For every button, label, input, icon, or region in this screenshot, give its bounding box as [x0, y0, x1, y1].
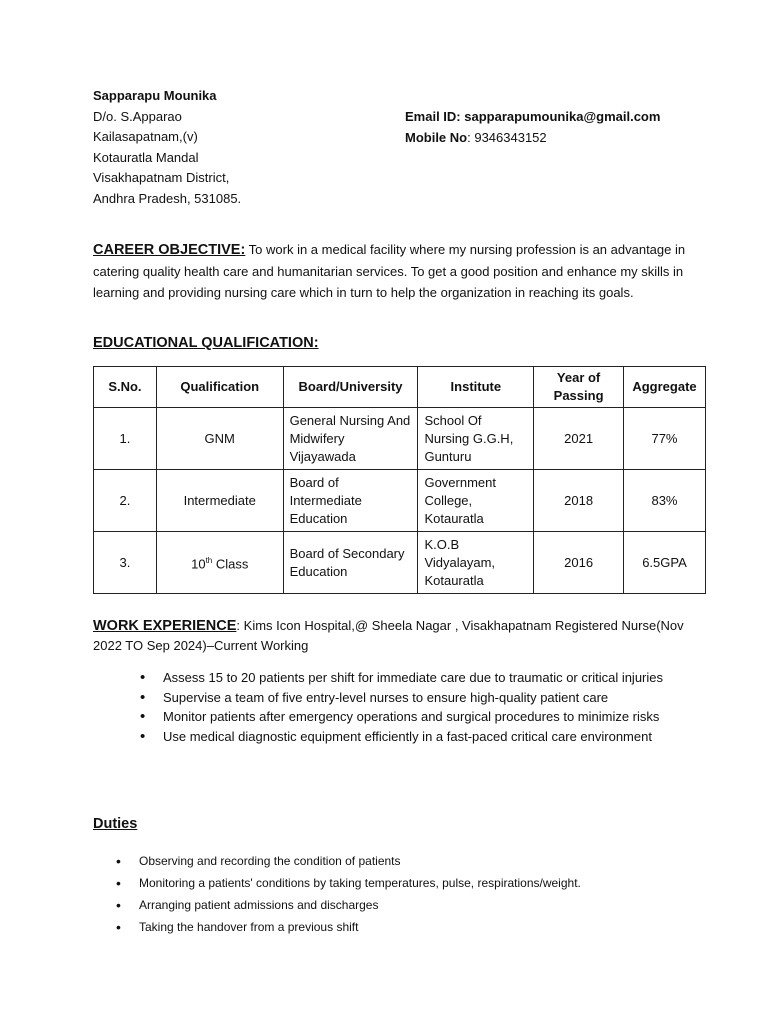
work-experience-heading: WORK EXPERIENCE — [93, 618, 237, 634]
address-line: Kotauratla Mandal — [93, 149, 199, 165]
address-line: Kailasapatnam,(v) — [93, 129, 198, 145]
work-experience-text: : Kims Icon Hospital,@ Sheela Nagar , Visakhapatnam Registered Nurse(Nov 2022 TO Sep 2024)–Current Working — [93, 618, 684, 653]
candidate-name: Sapparapu Mounika — [93, 88, 217, 103]
contact-block — [405, 107, 660, 148]
career-objective — [93, 239, 693, 304]
cell-aggregate: 83% — [623, 470, 705, 532]
list-item: • Assess 15 to 20 patients per shift for immediate care due to traumatic or critical injuries — [140, 668, 680, 688]
cell-sno: 3. — [94, 532, 157, 594]
cell-institute: K.O.B Vidyalayam, Kotauratla — [418, 532, 534, 594]
education-heading: EDUCATIONAL QUALIFICATION: — [93, 335, 319, 351]
address-line: D/o. S.Apparao — [93, 108, 182, 124]
address-line: Visakhapatnam District, — [93, 170, 230, 186]
qualification-text: Intermediate — [183, 492, 256, 508]
email-line — [405, 107, 660, 128]
column-header: Board/University — [283, 367, 418, 408]
column-header: Qualification — [156, 367, 283, 408]
list-item: • Supervise a team of five entry-level nurses to ensure high-quality patient care — [140, 688, 680, 708]
qualification-suffix: Class — [212, 556, 249, 572]
address-block — [93, 86, 241, 210]
cell-aggregate: 77% — [623, 408, 705, 470]
cell-year: 2018 — [534, 470, 624, 532]
work-bullets — [140, 668, 680, 746]
cell-institute: School Of Nursing G.G.H, Gunturu — [418, 408, 534, 470]
cell-qualification — [156, 408, 283, 470]
mobile-value: : 9346343152 — [467, 129, 547, 145]
education-table — [93, 366, 706, 594]
duties-heading: Duties — [93, 816, 138, 832]
list-item: • Observing and recording the condition of patients — [116, 850, 676, 872]
duties-list — [116, 850, 676, 938]
table-row — [94, 532, 706, 594]
mobile-label: Mobile No — [405, 129, 468, 145]
cell-qualification — [156, 532, 283, 594]
career-objective-text: To work in a medical facility where my nursing profession is an advantage in catering quality health care and humanitarian services. To get a good position and enhance my skills in learning and providing nursing care which in turn to help the organization in reaching its goals. — [93, 242, 686, 301]
career-objective-heading: CAREER OBJECTIVE: — [93, 242, 246, 258]
cell-board: Board of Secondary Education — [283, 532, 418, 594]
email-value: sapparapumounika@gmail.com — [464, 109, 661, 124]
cell-sno: 1. — [94, 408, 157, 470]
cell-board: General Nursing And Midwifery Vijayawada — [283, 408, 418, 470]
cell-qualification — [156, 470, 283, 532]
list-item: • Arranging patient admissions and discharges — [116, 894, 676, 916]
qualification-text: GNM — [204, 430, 235, 446]
email-label: Email ID: — [405, 109, 461, 124]
list-item: • Monitor patients after emergency operations and surgical procedures to minimize risks — [140, 707, 680, 727]
qualification-superscript: th — [205, 555, 213, 565]
mobile-line — [405, 128, 660, 149]
cell-board: Board of Intermediate Education — [283, 470, 418, 532]
table-row — [94, 408, 706, 470]
table-row — [94, 470, 706, 532]
list-item: • Monitoring a patients' conditions by taking temperatures, pulse, respirations/weight. — [116, 872, 676, 894]
cell-aggregate: 6.5GPA — [623, 532, 705, 594]
list-item: • Use medical diagnostic equipment efficiently in a fast-paced critical care environment — [140, 727, 680, 747]
qualification-text: 10 — [191, 556, 206, 572]
column-header: S.No. — [94, 367, 157, 408]
cell-year: 2021 — [534, 408, 624, 470]
cell-sno: 2. — [94, 470, 157, 532]
list-item: • Taking the handover from a previous shift — [116, 916, 676, 938]
column-header: Aggregate — [623, 367, 705, 408]
work-experience — [93, 616, 693, 656]
cell-year: 2016 — [534, 532, 624, 594]
column-header: Year of Passing — [534, 367, 624, 408]
cell-institute: Government College, Kotauratla — [418, 470, 534, 532]
address-line: Andhra Pradesh, 531085. — [93, 190, 242, 206]
column-header: Institute — [418, 367, 534, 408]
table-header-row — [94, 367, 706, 408]
